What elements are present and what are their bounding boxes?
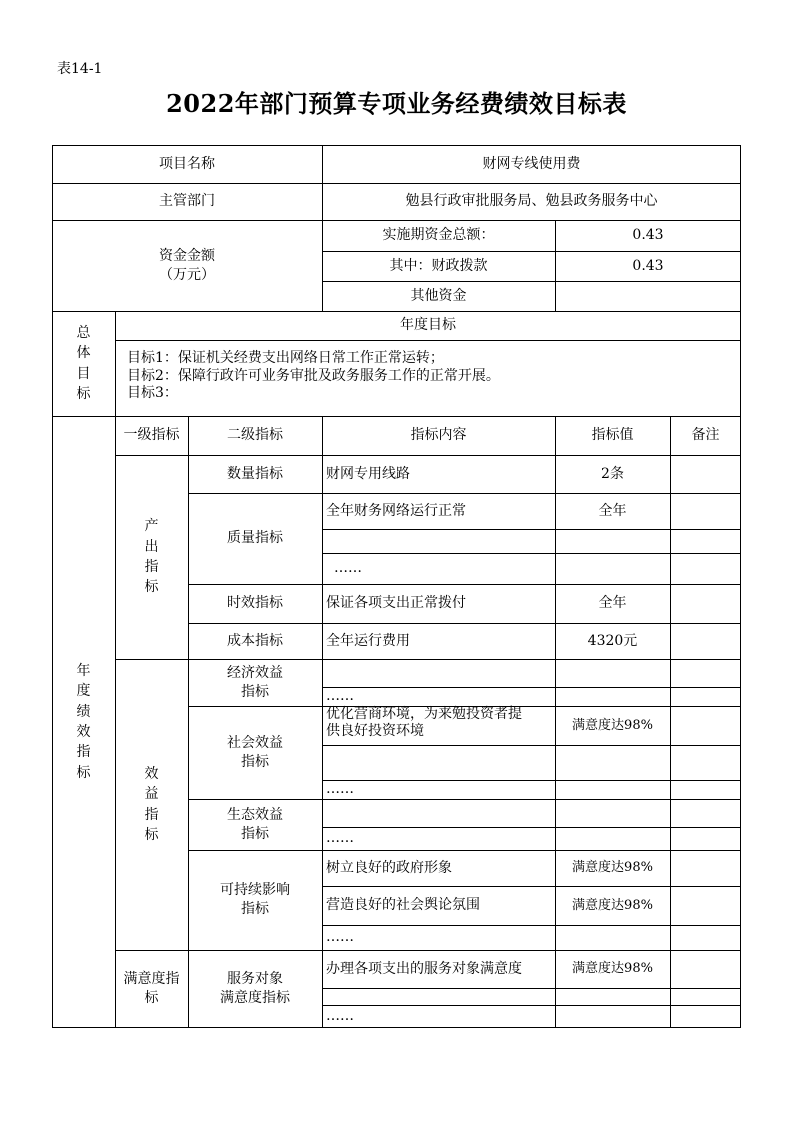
goal-item: 目标2：保障行政许可业务审批及政务服务工作的正常开展。 xyxy=(127,367,500,384)
funds-label xyxy=(52,220,322,311)
quality-label: 质量指标 xyxy=(227,530,283,547)
sustainable-more: …… xyxy=(326,929,354,946)
header-value: 指标值 xyxy=(591,427,634,444)
page-title: 2022年部门预算专项业务经费绩效目标表 xyxy=(166,89,627,118)
service-satisfaction-label xyxy=(188,950,322,1028)
project-name-label: 项目名称 xyxy=(159,155,215,172)
goal-item: 目标1：保证机关经费支出网络日常工作正常运转； xyxy=(127,350,444,366)
timeliness-label: 时效指标 xyxy=(227,595,283,612)
label-line: 满意度指标 xyxy=(220,990,290,1006)
side-char: 体 xyxy=(76,345,91,362)
satisfaction-indicator-label xyxy=(115,950,188,1028)
funds-fiscal-value: 0.43 xyxy=(632,257,664,274)
side-char: 总 xyxy=(76,324,91,341)
label-char: 出 xyxy=(144,538,159,555)
label-char: 产 xyxy=(144,518,159,535)
header-content: 指标内容 xyxy=(410,427,467,444)
social-content xyxy=(322,706,555,745)
funds-label-line2: （万元） xyxy=(159,266,215,283)
label-line: 满意度指 xyxy=(123,971,180,988)
side-char: 目 xyxy=(76,365,91,382)
label-line: 标 xyxy=(144,990,159,1006)
social-value: 满意度达98% xyxy=(572,717,653,733)
content-line: 供良好投资环境 xyxy=(326,722,424,739)
sustainable-content-2: 营造良好的社会舆论氛围 xyxy=(326,897,480,914)
sustainable-content-1: 树立良好的政府形象 xyxy=(326,859,452,876)
quantity-label: 数量指标 xyxy=(227,465,283,482)
economic-more: …… xyxy=(326,688,354,705)
header-level2: 二级指标 xyxy=(227,427,283,444)
goal-item: 目标3： xyxy=(127,385,178,401)
side-char: 指 xyxy=(76,744,91,761)
satisfaction-content: 办理各项支出的服务对象满意度 xyxy=(326,960,522,977)
header-note: 备注 xyxy=(691,427,720,444)
goal-list xyxy=(127,350,500,403)
side-char: 年 xyxy=(76,663,91,680)
side-char: 标 xyxy=(76,385,91,402)
benefit-indicator-label xyxy=(115,659,188,950)
label-char: 标 xyxy=(144,579,159,596)
side-char: 度 xyxy=(76,683,91,700)
timeliness-content: 保证各项支出正常拨付 xyxy=(326,595,466,612)
ecological-label xyxy=(188,799,322,850)
label-char: 指 xyxy=(144,559,159,575)
dept-label: 主管部门 xyxy=(159,193,215,210)
ecological-more: …… xyxy=(326,830,354,847)
sustainable-value-2: 满意度达98% xyxy=(572,897,653,913)
label-line: 生态效益 xyxy=(227,807,283,824)
table-number: 表14-1 xyxy=(57,61,103,77)
satisfaction-value: 满意度达98% xyxy=(572,961,653,977)
label-line: 指标 xyxy=(241,753,269,770)
social-more: …… xyxy=(326,781,354,798)
year-goal-label: 年度目标 xyxy=(400,317,456,334)
project-name-value: 财网专线使用费 xyxy=(482,155,581,172)
quality-more: …… xyxy=(334,560,362,577)
timeliness-value: 全年 xyxy=(598,595,627,612)
side-char: 效 xyxy=(76,724,91,740)
funds-total-label: 实施期资金总额： xyxy=(382,227,495,244)
label-line: 指标 xyxy=(241,825,269,842)
label-line: 社会效益 xyxy=(227,734,283,751)
side-char: 标 xyxy=(76,764,91,781)
label-char: 标 xyxy=(144,826,159,843)
quality-content: 全年财务网络运行正常 xyxy=(326,502,466,519)
label-char: 指 xyxy=(144,806,159,823)
satisfaction-more: …… xyxy=(326,1008,354,1025)
label-line: 可持续影响 xyxy=(220,882,290,899)
funds-other-value xyxy=(555,281,741,311)
label-line: 经济效益 xyxy=(227,665,283,682)
cost-content: 全年运行费用 xyxy=(326,632,410,649)
funds-label-line1: 资金金额 xyxy=(159,247,215,264)
label-line: 服务对象 xyxy=(227,971,283,988)
social-label xyxy=(188,706,322,799)
output-indicator-label xyxy=(115,455,188,659)
label-line: 指标 xyxy=(241,683,269,700)
cost-value: 4320元 xyxy=(587,632,638,649)
quality-value: 全年 xyxy=(598,502,627,519)
sustainable-label xyxy=(188,850,322,950)
label-char: 效 xyxy=(144,765,159,782)
quantity-value: 2条 xyxy=(601,465,624,482)
funds-total-value: 0.43 xyxy=(632,227,664,244)
overall-goal-side-label xyxy=(52,311,115,416)
cost-label: 成本指标 xyxy=(227,632,283,649)
label-char: 益 xyxy=(144,786,159,803)
sustainable-value-1: 满意度达98% xyxy=(572,860,653,876)
content-line: 优化营商环境，为来勉投资者提 xyxy=(326,706,522,722)
label-line: 指标 xyxy=(241,901,269,917)
funds-other-label: 其他资金 xyxy=(410,287,467,304)
perf-side-label xyxy=(52,416,115,1028)
dept-value: 勉县行政审批服务局、勉县政务服务中心 xyxy=(405,193,658,210)
funds-fiscal-label: 其中：财政拨款 xyxy=(389,257,488,274)
economic-label xyxy=(188,659,322,706)
side-char: 绩 xyxy=(76,703,91,720)
header-level1: 一级指标 xyxy=(123,427,180,444)
quantity-content: 财网专用线路 xyxy=(326,465,410,482)
